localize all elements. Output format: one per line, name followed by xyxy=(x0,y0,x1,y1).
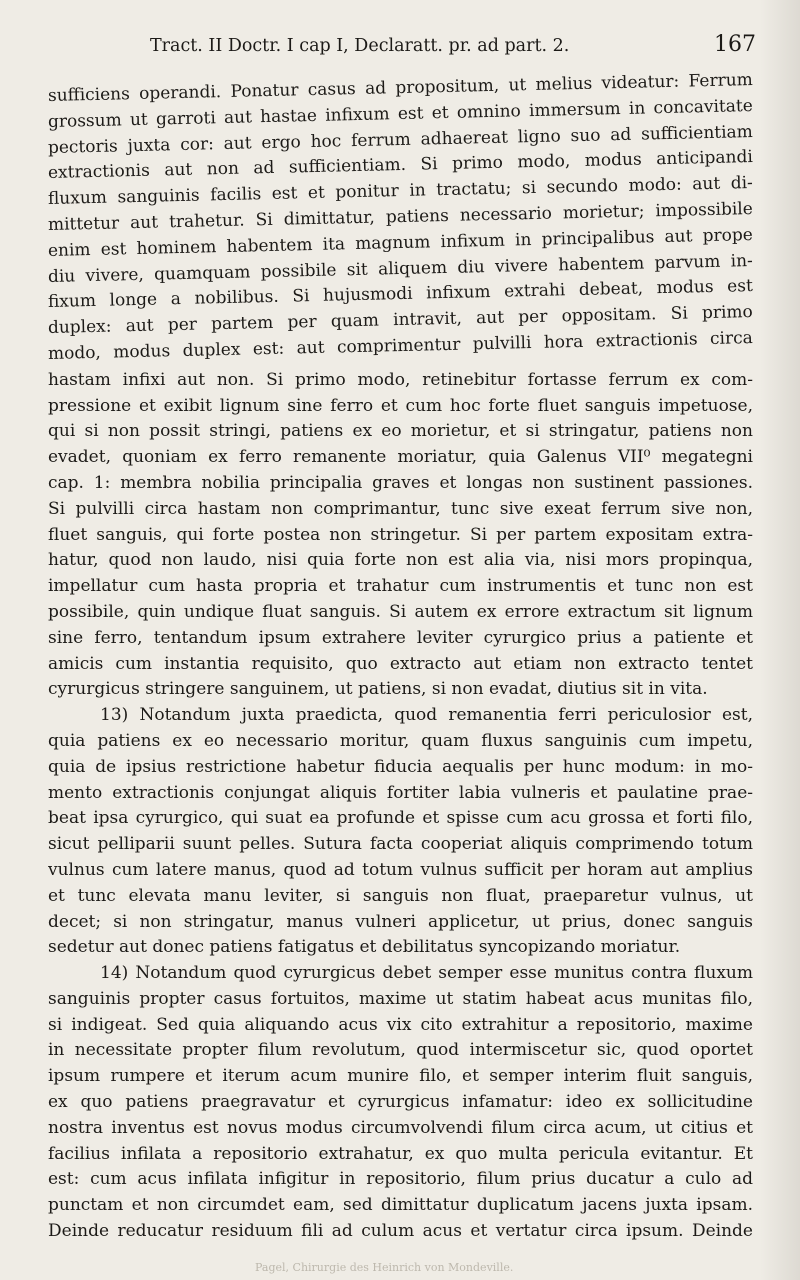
text-line: extractionis aut non ad sufficientiam. Si primo modo, modus anticipandi xyxy=(47,147,754,184)
text-line: in necessitate propter filum revolutum, quod intermiscetur sic, quod oportet xyxy=(48,1040,753,1061)
text-line: fluet sanguis, qui forte postea non stringetur. Si per partem expositam extra- xyxy=(48,524,753,545)
text-line: ipsum rumpere et iterum acum munire filo, et semper interim fluit sanguis, xyxy=(48,1066,753,1087)
text-line: enim est hominem habentem ita magnum infixum in principalibus aut prope xyxy=(47,224,754,261)
text-line: sufficiens operandi. Ponatur casus ad propositum, ut melius videatur: Ferrum xyxy=(47,70,754,106)
text-line: ex quo patiens praegravatur et cyrurgicus infamatur: ideo ex sollicitudine xyxy=(48,1092,753,1113)
page-edge-shadow xyxy=(760,0,800,1280)
running-title: Tract. II Doctr. I cap I, Declaratt. pr. ad part. 2. xyxy=(150,36,570,56)
text-line: impellatur cum hasta propria et trahatur cum instrumentis et tunc non est xyxy=(48,576,753,597)
body-text xyxy=(47,70,754,1245)
text-line: fixum longe a nobilibus. Si hujusmodi infixum extrahi debeat, modus est xyxy=(47,276,754,313)
text-line: beat ipsa cyrurgico, qui suat ea profunde et spisse cum acu grossa et forti filo, xyxy=(48,808,753,829)
text-line: quia de ipsius restrictione habetur fiducia aequalis per hunc modum: in mo- xyxy=(48,756,753,777)
text-line: amicis cum instantia requisito, quo extracto aut etiam non extracto tentet xyxy=(48,653,753,674)
text-line: pectoris juxta cor: aut ergo hoc ferrum adhaereat ligno suo ad sufficientiam xyxy=(47,121,754,158)
text-line: sedetur aut donec patiens fatigatus et debilitatus syncopizando moriatur. xyxy=(48,937,681,958)
text-line: sanguinis propter casus fortuitos, maxime ut statim habeat acus munitas filo, xyxy=(48,988,753,1009)
text-line: pressione et exibit lignum sine ferro et cum hoc forte fluet sanguis impetuose, xyxy=(48,395,753,416)
text-line: et tunc elevata manu leviter, si sanguis non fluat, praeparetur vulnus, ut xyxy=(48,885,753,906)
text-line: 13) Notandum juxta praedicta, quod remanentia ferri periculosior est, xyxy=(100,705,753,726)
text-line: sine ferro, tentandum ipsum extrahere leviter cyrurgico prius a patiente et xyxy=(48,627,753,648)
text-line: cyrurgicus stringere sanguinem, ut patiens, si non evadat, diutius sit in vita. xyxy=(48,679,708,700)
text-line: quia patiens ex eo necessario moritur, quam fluxus sanguinis cum impetu, xyxy=(48,730,753,751)
text-line: si indigeat. Sed quia aliquando acus vix cito extrahitur a repositorio, maxime xyxy=(48,1014,753,1035)
text-line: facilius infilata a repositorio extrahatur, ex quo multa pericula evitantur. Et xyxy=(48,1143,753,1164)
text-line: evadet, quoniam ex ferro remanente moriatur, quia Galenus VII⁰ megategni xyxy=(48,447,753,468)
text-line: hatur, quod non laudo, nisi quia forte non est alia via, nisi mors propinqua, xyxy=(48,550,753,571)
text-line: mittetur aut trahetur. Si dimittatur, patiens necessario morietur; impossibile xyxy=(47,198,754,235)
text-line: modo, modus duplex est: aut comprimentur pulvilli hora extractionis circa xyxy=(47,327,754,364)
text-line: possibile, quin undique fluat sanguis. Si autem ex errore extractum sit lignum xyxy=(48,601,753,622)
text-line: est: cum acus infilata infigitur in repositorio, filum prius ducatur a culo ad xyxy=(48,1169,753,1190)
text-line: duplex: aut per partem per quam intravit, aut per oppositam. Si primo xyxy=(47,302,754,339)
text-line: sicut pelliparii suunt pelles. Sutura facta cooperiat aliquis comprimendo totum xyxy=(48,834,753,855)
page-number: 167 xyxy=(714,32,756,57)
text-line: 14) Notandum quod cyrurgicus debet semper esse munitus contra fluxum xyxy=(100,963,753,984)
footer-signature: Pagel, Chirurgie des Heinrich von Mondeville. xyxy=(255,1261,514,1274)
text-line: qui si non possit stringi, patiens ex eo morietur, et si stringatur, patiens non xyxy=(48,421,753,442)
text-line: diu vivere, quamquam possibile sit aliquem diu vivere habentem parvum in- xyxy=(47,250,754,287)
text-line: Deinde reducatur residuum fili ad culum acus et vertatur circa ipsum. Deinde xyxy=(48,1221,753,1242)
text-line: nostra inventus est novus modus circumvolvendi filum circa acum, ut citius et xyxy=(48,1117,753,1138)
text-line: fluxum sanguinis facilis est et ponitur in tractatu; si secundo modo: aut di- xyxy=(47,173,754,210)
text-line: grossum ut garroti aut hastae infixum est et omnino immersum in concavitate xyxy=(47,95,754,132)
text-line: vulnus cum latere manus, quod ad totum vulnus sufficit per horam aut amplius xyxy=(48,859,753,880)
text-line: punctam et non circumdet eam, sed dimittatur duplicatum jacens juxta ipsam. xyxy=(48,1195,753,1216)
text-line: decet; si non stringatur, manus vulneri applicetur, ut prius, donec sanguis xyxy=(48,911,753,932)
text-line: hastam infixi aut non. Si primo modo, retinebitur fortasse ferrum ex com- xyxy=(48,369,753,390)
text-line: Si pulvilli circa hastam non comprimantur, tunc sive exeat ferrum sive non, xyxy=(48,498,753,519)
running-header xyxy=(150,32,756,66)
text-line: cap. 1: membra nobilia principalia graves et longas non sustinent passiones. xyxy=(48,472,753,493)
text-line: mento extractionis conjungat aliquis fortiter labia vulneris et paulatine prae- xyxy=(48,782,753,803)
